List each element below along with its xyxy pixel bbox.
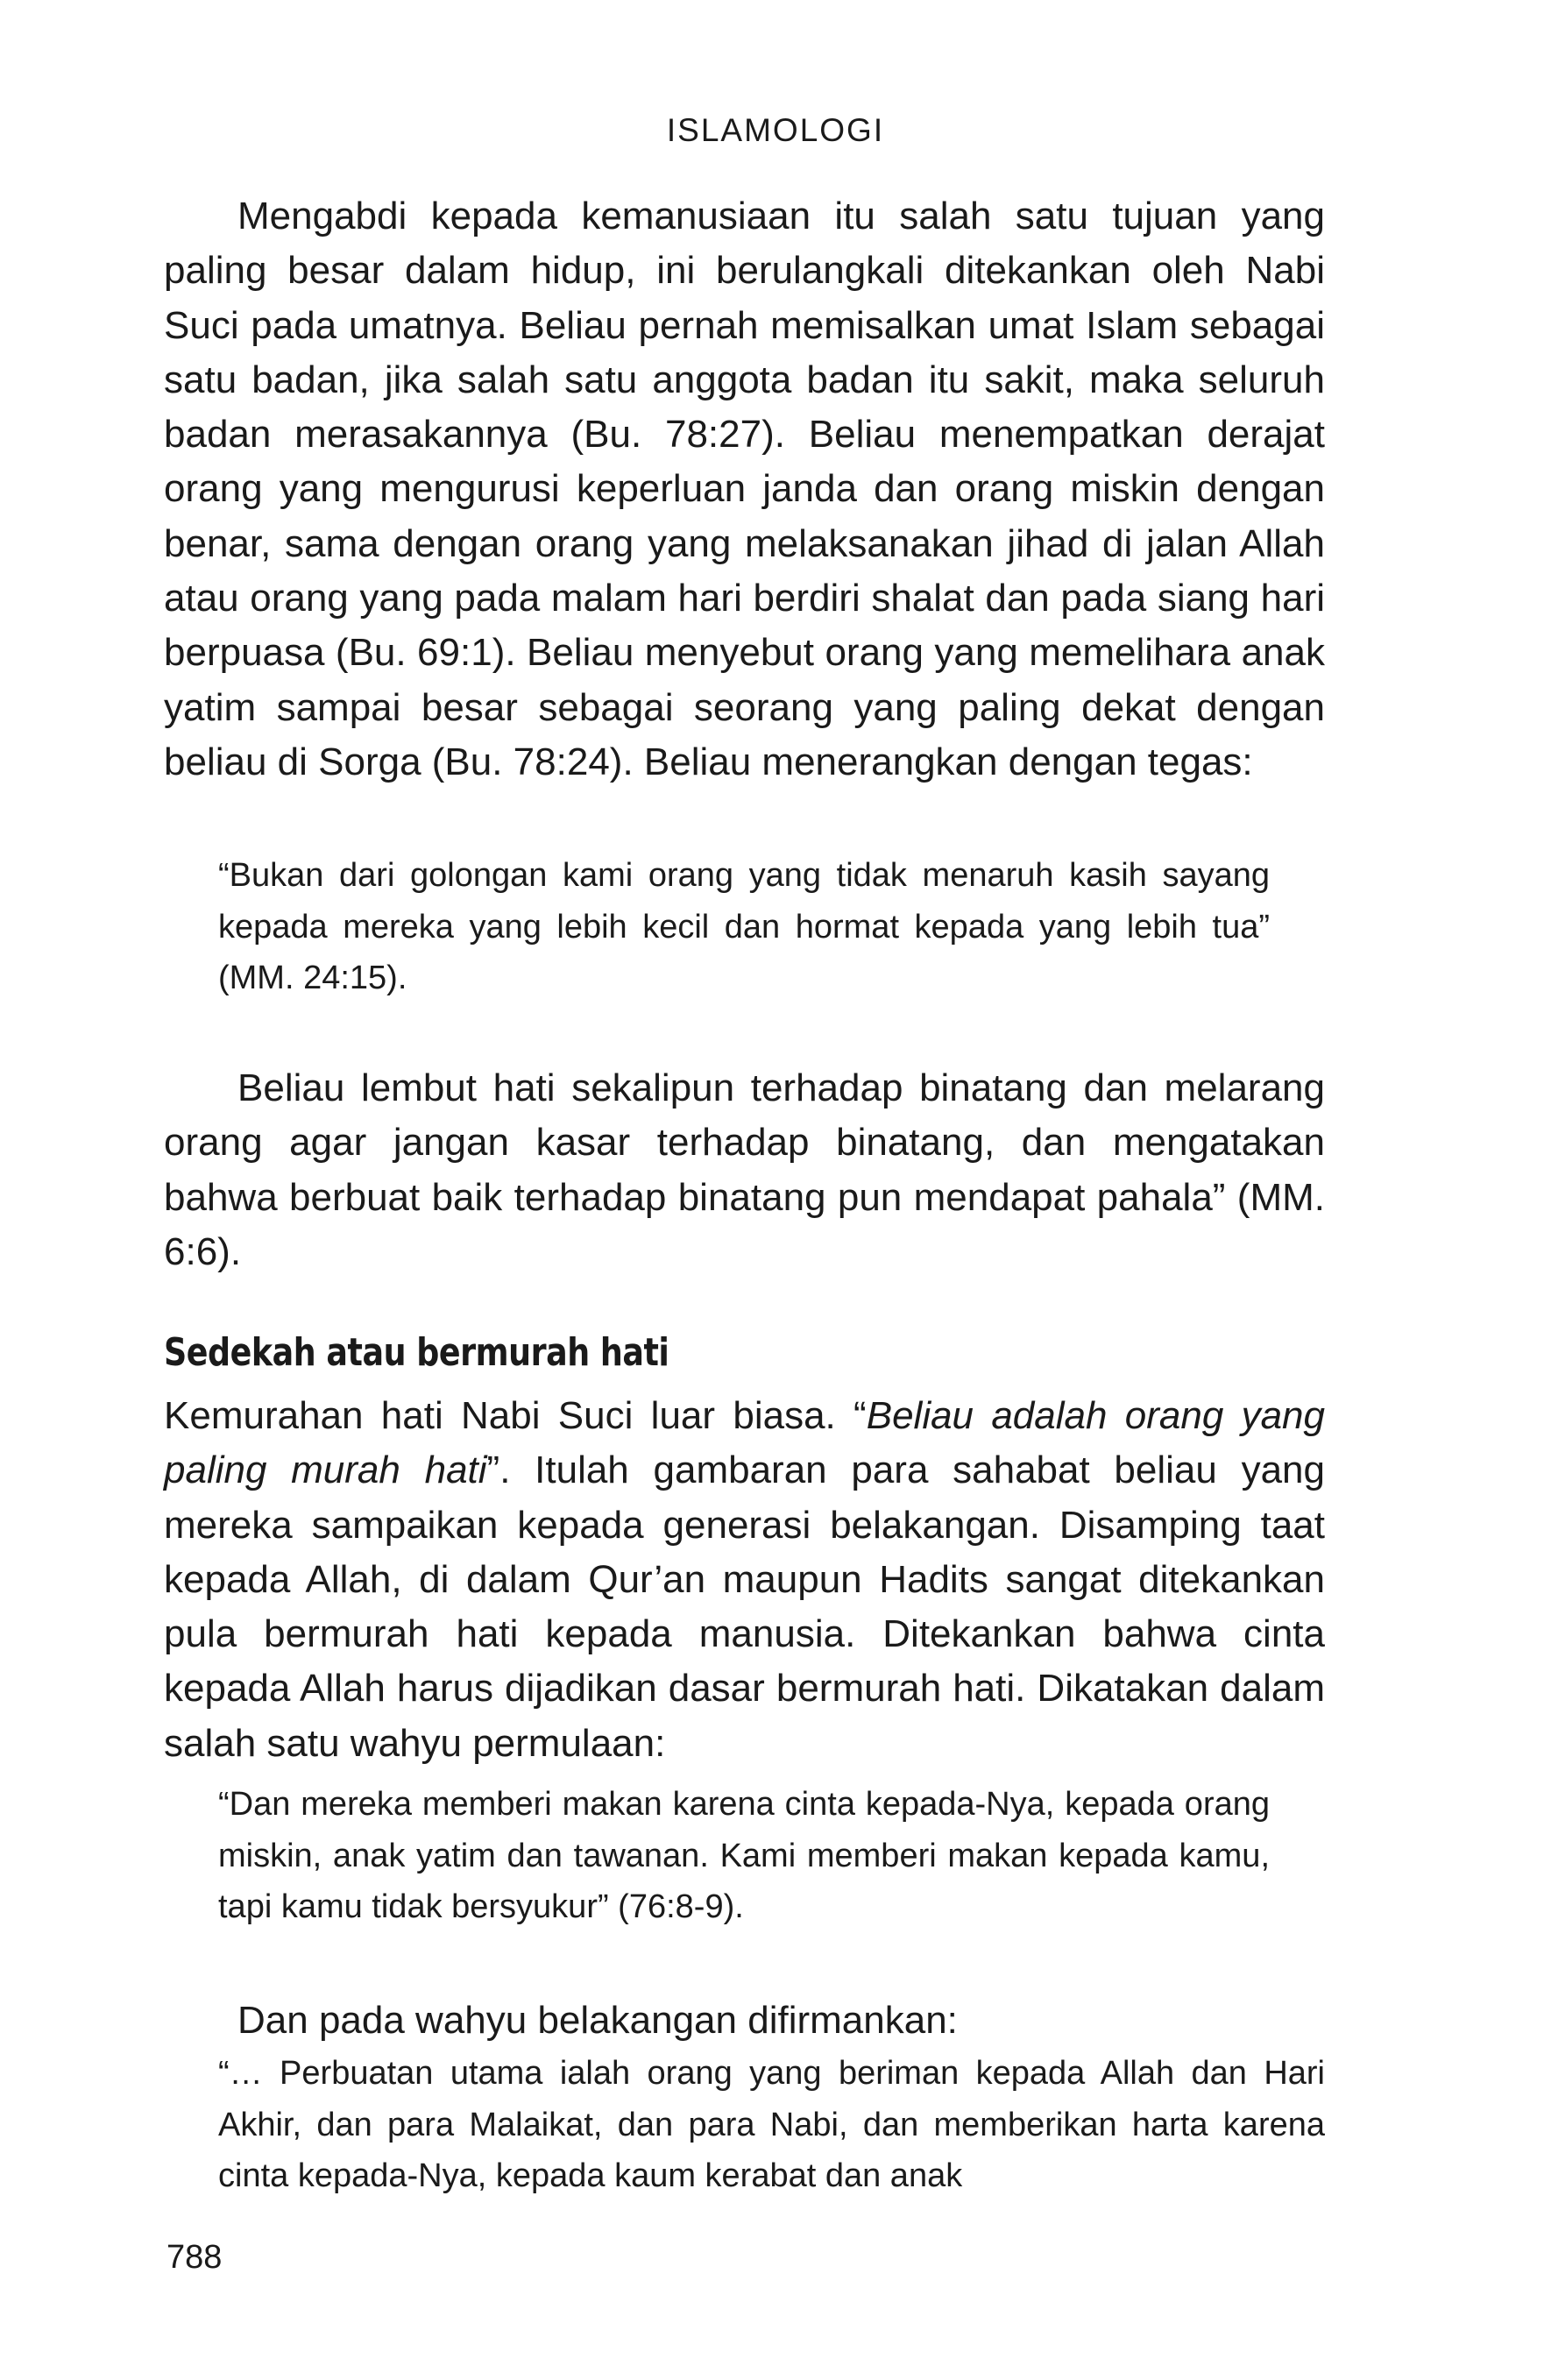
section-heading: Sedekah atau bermurah hati — [164, 1330, 669, 1375]
quran-quote-feeding: “Dan mereka memberi makan karena cinta kepada-Nya, kepada orang miskin, anak yatim dan tawanan. Kami memberi makan kepada kamu, tapi kamu tidak bersyukur” (76:8-9). — [218, 1786, 1270, 1925]
running-header: ISLAMOLOGI — [666, 112, 885, 148]
paragraph-text-start: Kemurahan hati Nabi Suci luar biasa. “ — [164, 1394, 867, 1437]
paragraph-text-rest: ”. Itulah gambaran para sahabat beliau yang mereka sampaikan kepada generasi belakangan. Disamping taat kepada Allah, di dalam Qur’an maupun Hadits sangat ditekankan pula bermurah hati kepada manusia. Ditekankan bahwa cinta kepada Allah harus dijadikan dasar bermurah hati. Dikatakan dalam salah satu wahyu permulaan: — [164, 1449, 1326, 1765]
paragraph-generosity — [164, 1389, 1325, 1771]
paragraph-text: Beliau lembut hati sekalipun terhadap binatang dan melarang orang agar jangan kasar terhadap binatang, dan mengatakan bahwa berbuat baik terhadap binatang pun mendapat pahala” (MM. 6:6). — [164, 1066, 1325, 1273]
paragraph-text: Mengabdi kepada kemanusiaan itu salah satu tujuan yang paling besar dalam hidup, ini berulangkali ditekankan oleh Nabi Suci pada umatnya. Beliau pernah memisalkan umat Islam sebagai satu badan, jika salah satu anggota badan itu sakit, maka seluruh badan merasakannya (Bu. 78:27). Beliau menempatkan derajat orang yang mengurusi keperluan janda dan orang miskin dengan benar, sama dengan orang yang melaksanakan jihad di jalan Allah atau orang yang pada malam hari berdiri shalat dan pada siang hari berpuasa (Bu. 69:1). Beliau menyebut orang yang memelihara anak yatim sampai besar sebagai seorang yang paling dekat dengan beliau di Sorga (Bu. 78:24). Beliau menerangkan dengan tegas: — [164, 195, 1325, 783]
page-number: 788 — [166, 2239, 223, 2276]
quran-quote-virtue: “… Perbuatan utama ialah orang yang beriman kepada Allah dan Hari Akhir, dan para Malaikat, dan para Nabi, dan memberikan harta karena cinta kepada-Nya, kepada kaum kerabat dan anak — [218, 2055, 1325, 2194]
hadith-quote-compassion: “Bukan dari golongan kami orang yang tidak menaruh kasih sayang kepada mereka yang lebih kecil dan hormat kepada yang lebih tua” (MM. 24:15). — [218, 857, 1270, 996]
italic-quote: Beliau adalah orang yang paling murah hati — [164, 1394, 1325, 1492]
paragraph-kindness-to-animals — [164, 1061, 1325, 1279]
paragraph-text: Dan pada wahyu belakangan difirmankan: — [237, 1999, 958, 2042]
paragraph-later-revelation — [164, 1994, 1325, 2048]
paragraph-serving-humanity — [164, 189, 1325, 790]
